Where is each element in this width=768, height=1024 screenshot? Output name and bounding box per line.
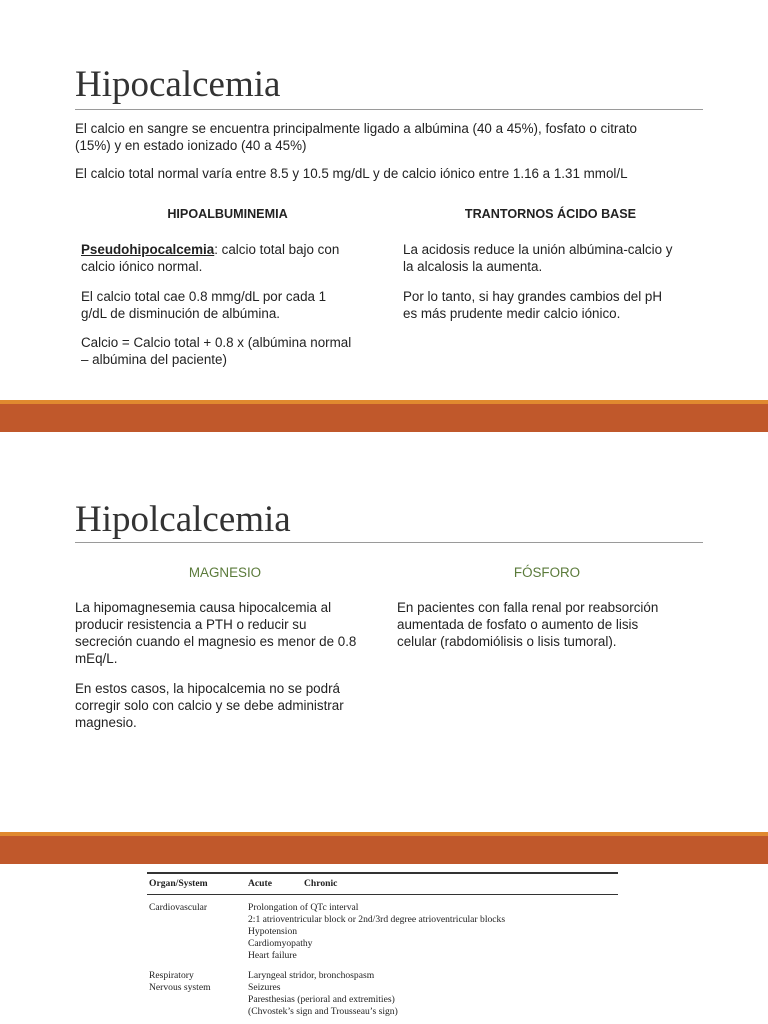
table-header-acute: Acute	[248, 878, 272, 889]
slide-hipocalcemia	[0, 0, 768, 400]
table-cell-organ: Respiratory	[149, 970, 194, 981]
acidosis-paragraph: La acidosis reduce la unión albúmina-calcio y la alcalosis la aumenta.	[403, 242, 673, 274]
slide-separator-band-2	[0, 836, 768, 864]
hipomagnesemia-paragraph: La hipomagnesemia causa hipocalcemia al producir resistencia a PTH o reducir su secreción cuando el magnesio es menor de 0.8 mEq/L.	[75, 600, 357, 666]
title-divider-2	[75, 542, 703, 543]
table-cell-item: Paresthesias (perioral and extremities)	[248, 994, 395, 1005]
table-cell-item: (Chvostek’s sign and Trousseau’s sign)	[248, 1006, 398, 1017]
table-header-organ: Organ/System	[149, 878, 208, 889]
table-cell-item: Laryngeal stridor, bronchospasm	[248, 970, 375, 981]
table-cell-organ: Nervous system	[149, 982, 211, 993]
slide-separator-band-1	[0, 404, 768, 432]
symptoms-table	[147, 872, 618, 1024]
table-top-rule	[147, 872, 618, 874]
table-header-chronic: Chronic	[304, 878, 338, 889]
table-header-rule	[147, 894, 618, 895]
slide-title: Hipocalcemia	[75, 64, 281, 105]
acido-base-heading: TRANTORNOS ÁCIDO BASE	[464, 207, 637, 221]
slide-symptoms-table	[0, 864, 768, 1024]
table-cell-item: Prolongation of QTc interval	[248, 902, 359, 913]
calcio-cae-paragraph: El calcio total cae 0.8 mmg/dL por cada 1 g/dL de disminución de albúmina.	[81, 289, 327, 321]
fosforo-heading: FÓSFORO	[513, 565, 581, 580]
hipoalbuminemia-heading: HIPOALBUMINEMIA	[167, 207, 288, 221]
table-cell-item: 2:1 atrioventricular block or 2nd/3rd degree atrioventricular blocks	[248, 914, 506, 925]
table-cell-item: Heart failure	[248, 950, 297, 961]
fosforo-paragraph: En pacientes con falla renal por reabsorción aumentada de fosfato o aumento de lisis celular (rabdomiólisis o lisis tumoral).	[397, 600, 659, 649]
title-divider	[75, 109, 703, 110]
magnesio-heading: MAGNESIO	[188, 565, 262, 580]
magnesio-admin-paragraph: En estos casos, la hipocalcemia no se podrá corregir solo con calcio y se debe administrar magnesio.	[75, 681, 344, 730]
normal-range-paragraph: El calcio total normal varía entre 8.5 y 10.5 mg/dL y de calcio iónico entre 1.16 a 1.31 mmol/L	[75, 166, 628, 181]
pseudohipocalcemia-paragraph: Pseudohipocalcemia: calcio total bajo con calcio iónico normal.	[81, 242, 340, 274]
slide-title-2: Hipolcalcemia	[75, 499, 291, 540]
intro-paragraph: El calcio en sangre se encuentra principalmente ligado a albúmina (40 a 45%), fosfato o citrato (15%) y en estado ionizado (40 a 45%)	[75, 121, 637, 153]
slide-hipolcalcemia	[0, 432, 768, 832]
table-cell-item: Hypotension	[248, 926, 298, 937]
table-cell-item: Seizures	[248, 982, 281, 993]
formula-paragraph: Calcio = Calcio total + 0.8 x (albúmina normal – albúmina del paciente)	[81, 335, 352, 367]
table-cell-item: Cardiomyopathy	[248, 938, 313, 949]
table-cell-organ: Cardiovascular	[149, 902, 208, 913]
ph-paragraph: Por lo tanto, si hay grandes cambios del pH es más prudente medir calcio iónico.	[403, 289, 663, 321]
